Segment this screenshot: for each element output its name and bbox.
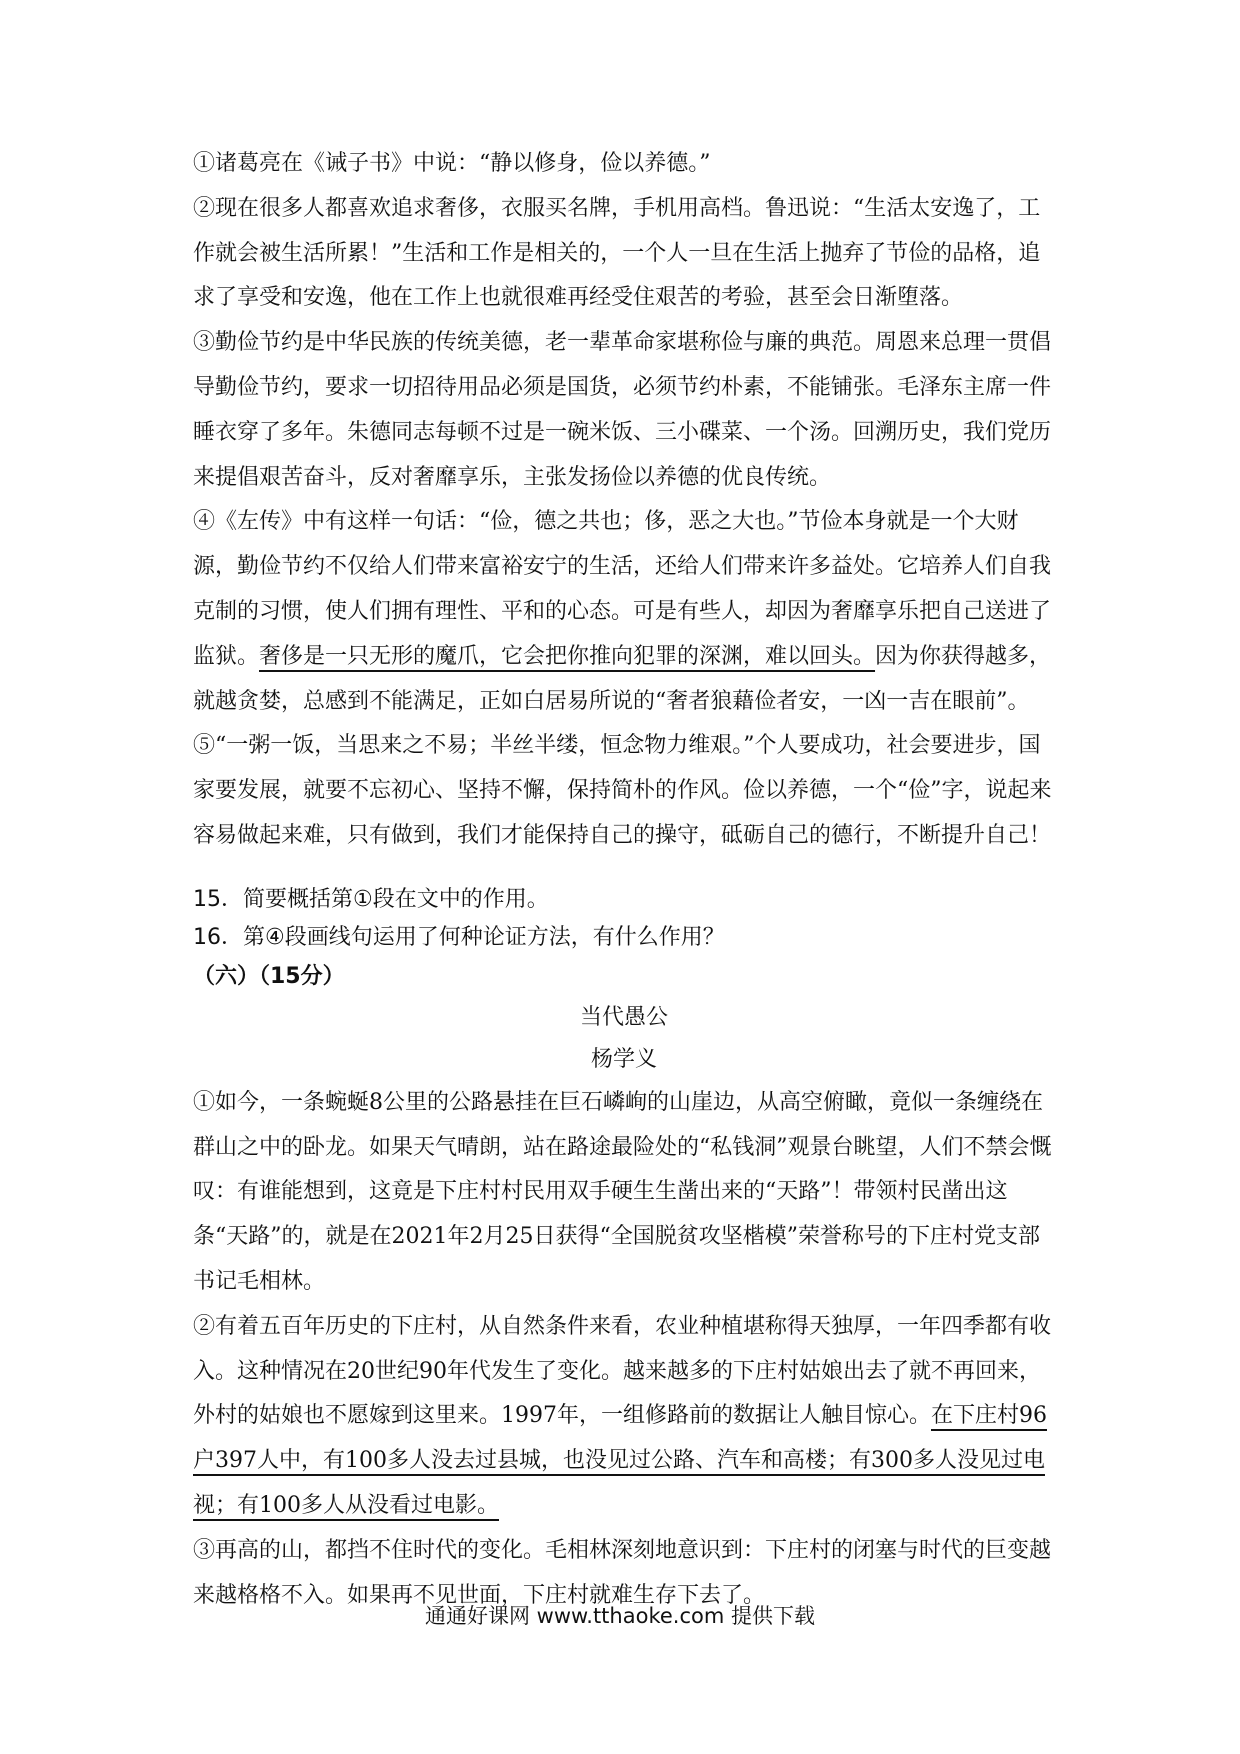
- question-15: 15．简要概括第①段在文中的作用。: [193, 886, 549, 912]
- essay-paragraph-5-text: ⑤“一粥一饭，当思来之不易；半丝半缕，恒念物力维艰。”个人要成功，社会要进步，国家要发展，就要不忘初心、坚持不懈，保持简朴的作风。俭以养德，一个“俭”字，说起来容易做起来难，只有做到，我们才能保持自己的操守，砥砺自己的德行，不断提升自己！: [193, 733, 1052, 848]
- page-content: [193, 142, 1055, 1618]
- essay-paragraph-5: [193, 724, 1055, 858]
- article-paragraph-2: [193, 1305, 1055, 1529]
- page-footer: 通通好课网 www.tthaoke.com 提供下载: [425, 1604, 815, 1628]
- essay-paragraph-4-text-a: ④《左传》中有这样一句话：“俭，德之共也；侈，恶之大也。”节俭本身就是一个大财源，勤俭节约不仅给人们带来富裕安宁的生活，还给人们带来许多益处。它培养人们自我克制的习惯，使人们拥有理性、平和的心态。可是有些人，却因为奢靡享乐把自己送进了监狱。: [193, 509, 1052, 669]
- essay-paragraph-3: [193, 321, 1055, 500]
- essay-paragraph-3-text: ③勤俭节约是中华民族的传统美德，老一辈革命家堪称俭与廉的典范。周恩来总理一贯倡导勤俭节约，要求一切招待用品必须是国货，必须节约朴素，不能铺张。毛泽东主席一件睡衣穿了多年。朱德同志每顿不过是一碗米饭、三小碟菜、一个汤。回溯历史，我们党历来提倡艰苦奋斗，反对奢靡享乐，主张发扬俭以养德的优良传统。: [193, 330, 1052, 490]
- article-paragraph-3-text: ③再高的山，都挡不住时代的变化。毛相林深刻地意识到：下庄村的闭塞与时代的巨变越来越格格不入。如果再不见世面，下庄村就难生存下去了。: [193, 1537, 1052, 1608]
- article-paragraph-1-text: ①如今，一条蜿蜒8公里的公路悬挂在巨石嶙峋的山崖边，从高空俯瞰，竟似一条缠绕在群山之中的卧龙。如果天气晴朗，站在路途最险处的“私钱洞”观景台眺望，人们不禁会慨叹：有谁能想到，这竟是下庄村村民用双手硬生生凿出来的“天路”！带领村民凿出这条“天路”的，就是在2021年2月25日获得“全国脱贫攻坚楷模”荣誉称号的下庄村党支部书记毛相林。: [193, 1089, 1052, 1294]
- essay-paragraph-2: [193, 187, 1055, 321]
- spacer: [193, 859, 1055, 881]
- article-title: 当代愚公: [579, 1004, 668, 1030]
- essay-paragraph-2-text: ②现在很多人都喜欢追求奢侈，衣服买名牌，手机用高档。鲁迅说：“生活太安逸了，工作就会被生活所累！”生活和工作是相关的，一个人一旦在生活上抛弃了节俭的品格，追求了享受和安逸，他在工作上也就很难再经受住艰苦的考验，甚至会日渐堕落。: [193, 195, 1041, 311]
- essay-paragraph-1: [193, 142, 1055, 187]
- essay-paragraph-1-text: ①诸葛亮在《诫子书》中说：“静以修身，俭以养德。”: [193, 151, 711, 176]
- question-16: 16．第④段画线句运用了何种论证方法，有什么作用？: [193, 924, 725, 950]
- underlined-data-sentence: 在下庄村96户397人中，有100多人没去过县城，也没见过公路、汽车和高楼；有300多人没见过电视；有100多人从没看过电影。: [193, 1403, 1047, 1518]
- article-author: 杨学义: [590, 1046, 657, 1072]
- essay-paragraph-4: [193, 500, 1055, 724]
- section-heading: （六）（15分）: [193, 963, 345, 989]
- article-paragraph-2-text: ②有着五百年历史的下庄村，从自然条件来看，农业种植堪称得天独厚，一年四季都有收入。这种情况在20世纪90年代发生了变化。越来越多的下庄村姑娘出去了就不再回来，外村的姑娘也不愿嫁到这里来。1997年，一组修路前的数据让人触目惊心。: [193, 1313, 1052, 1429]
- essay-paragraph-4-text-b: 因为你获得越多，就越贪婪，总感到不能满足，正如白居易所说的“奢者狼藉俭者安，一凶一吉在眼前”。: [193, 643, 1052, 714]
- article-paragraph-1: [193, 1081, 1055, 1305]
- underlined-sentence: 奢侈是一只无形的魔爪，它会把你推向犯罪的深渊，难以回头。: [259, 643, 876, 669]
